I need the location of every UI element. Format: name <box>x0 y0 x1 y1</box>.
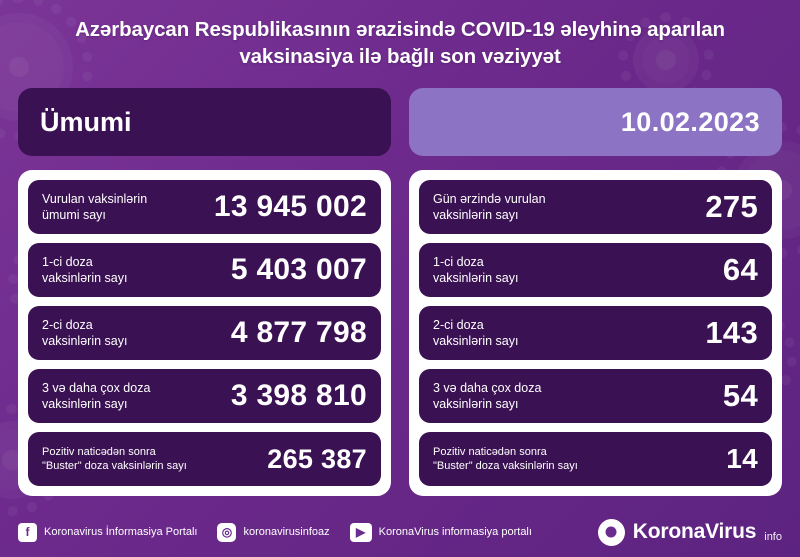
facebook-link[interactable] <box>18 523 197 542</box>
row-label: 2-ci doza vaksinlərin sayı <box>42 318 128 349</box>
row-label: Gün ərzində vurulan vaksinlərin sayı <box>433 192 546 223</box>
table-row <box>419 432 772 486</box>
brand-logo <box>598 519 782 546</box>
row-value: 13 945 002 <box>213 190 367 224</box>
row-label: 2-ci doza vaksinlərin sayı <box>433 318 519 349</box>
row-label: Vurulan vaksinlərin ümumi sayı <box>42 192 148 223</box>
page-header <box>0 0 800 76</box>
table-row <box>419 243 772 297</box>
brand-name: KoronaVirus <box>632 520 757 544</box>
row-label: 1-ci doza vaksinlərin sayı <box>42 255 128 286</box>
instagram-link[interactable] <box>217 523 329 542</box>
row-label: 3 və daha çox doza vaksinlərin sayı <box>42 381 151 412</box>
virus-logo-icon <box>598 519 625 546</box>
youtube-icon: ▶ <box>350 523 372 542</box>
row-label: Pozitiv naticədən sonra "Buster" doza vaksinlərin sayı <box>42 446 187 473</box>
total-column-title: Ümumi <box>40 106 132 137</box>
table-row <box>28 180 381 234</box>
daily-column <box>409 88 782 496</box>
daily-stats-card <box>409 170 782 496</box>
table-row <box>28 432 381 486</box>
table-row <box>28 243 381 297</box>
row-label: 3 və daha çox doza vaksinlərin sayı <box>433 381 542 412</box>
page-title-line-1: Azərbaycan Respublikasının ərazisində COVID-19 əleyhinə aparılan <box>75 18 725 41</box>
row-value: 5 403 007 <box>230 253 367 287</box>
social-links <box>18 523 532 542</box>
total-column <box>18 88 391 496</box>
row-value: 3 398 810 <box>230 379 367 413</box>
table-row <box>419 369 772 423</box>
table-row <box>28 369 381 423</box>
facebook-label: Koronavirus İnformasiya Portalı <box>44 526 198 539</box>
row-value: 14 <box>726 443 758 475</box>
page-title-line-2: vaksinasiya ilə bağlı son vəziyyət <box>239 45 561 69</box>
row-value: 64 <box>722 252 758 288</box>
total-stats-card <box>18 170 391 496</box>
row-value: 275 <box>705 189 758 225</box>
row-value: 143 <box>705 315 758 351</box>
table-row <box>28 306 381 360</box>
row-label: 1-ci doza vaksinlərin sayı <box>433 255 519 286</box>
table-row <box>419 306 772 360</box>
page-title <box>56 16 744 70</box>
instagram-icon: ◎ <box>217 523 236 542</box>
footer <box>0 509 800 555</box>
stats-columns <box>0 76 800 496</box>
row-value: 54 <box>722 378 758 414</box>
brand-suffix: info <box>764 530 782 543</box>
table-row <box>419 180 772 234</box>
daily-column-header <box>409 88 782 156</box>
youtube-link[interactable] <box>350 523 532 542</box>
report-date: 10.02.2023 <box>620 106 760 137</box>
youtube-label: KoronaVirus informasiya portalı <box>378 526 532 539</box>
instagram-label: koronavirusinfoaz <box>243 526 330 539</box>
row-value: 265 387 <box>267 443 367 474</box>
row-label: Pozitiv naticədən sonra "Buster" doza vaksinlərin sayı <box>433 446 578 473</box>
total-column-header <box>18 88 391 156</box>
facebook-icon: f <box>18 523 37 542</box>
row-value: 4 877 798 <box>230 316 367 350</box>
